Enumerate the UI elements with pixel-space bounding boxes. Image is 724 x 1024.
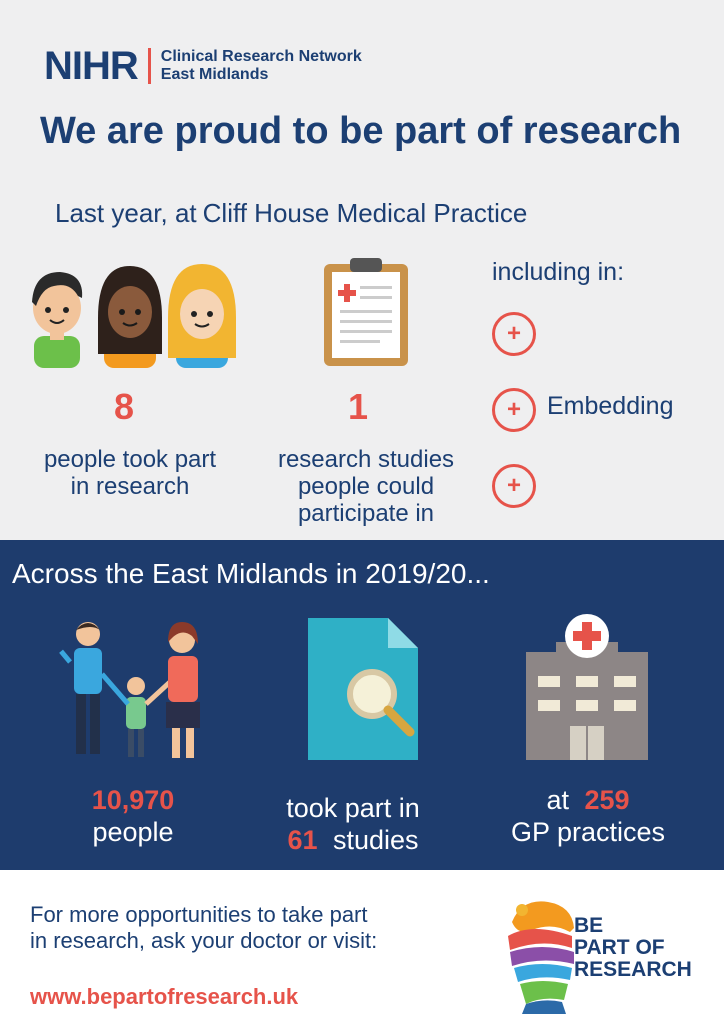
family-icon: [52, 614, 222, 764]
logo-divider: [148, 48, 151, 84]
footer-url-link[interactable]: www.bepartofresearch.uk: [30, 984, 299, 1009]
regional-gp-number: 259: [584, 785, 630, 815]
nihr-logo-mark: NIHR: [44, 43, 138, 88]
people-count: 8: [114, 386, 135, 427]
document-search-icon: [306, 614, 426, 764]
including-item-embedding: Embedding: [547, 392, 674, 420]
including-label: including in:: [492, 258, 625, 286]
plus-icon: +: [492, 464, 536, 508]
regional-people-number: 10,970: [91, 785, 175, 815]
logo-text: [161, 48, 362, 84]
regional-studies-label: studies: [333, 825, 419, 855]
regional-gp-label: GP practices: [510, 817, 666, 847]
bpor-line-3: RESEARCH: [574, 958, 692, 981]
nihr-logo: [44, 44, 362, 88]
regional-at-label: at: [546, 785, 569, 815]
studies-caption: [260, 446, 472, 527]
studies-caption-line-1: research studies: [277, 446, 455, 473]
regional-studies-stat: [258, 792, 448, 856]
clipboard-icon: [320, 256, 412, 368]
logo-line-1: Clinical Research Network: [160, 48, 362, 65]
studies-caption-line-2: people could: [297, 473, 435, 500]
regional-studies-number: 61: [287, 825, 318, 855]
studies-count: 1: [348, 386, 369, 427]
regional-people-label: people: [92, 817, 174, 847]
logo-line-2: East Midlands: [160, 66, 269, 83]
bpor-logo-text: [574, 915, 692, 981]
footer-more-line-2: in research, ask your doctor or visit:: [30, 928, 378, 953]
bpor-line-2: PART OF: [574, 936, 665, 959]
last-year-prefix: Last year, at: [55, 198, 197, 228]
regional-people-stat: [40, 784, 226, 848]
studies-caption-line-3: participate in: [297, 500, 435, 527]
footer-more-line-1: For more opportunities to take part: [30, 902, 368, 927]
plus-icon: +: [492, 312, 536, 356]
regional-title: Across the East Midlands in 2019/20...: [12, 558, 490, 589]
people-caption-line-1: people took part: [43, 446, 217, 473]
regional-gp-stat: [488, 784, 688, 848]
people-caption-line-2: in research: [70, 473, 190, 500]
footer-more-text: [30, 902, 377, 954]
bpor-line-1: BE: [574, 914, 604, 937]
hospital-icon: [522, 612, 652, 762]
last-year-line: [55, 198, 527, 229]
plus-icon: +: [492, 388, 536, 432]
people-faces-icon: [20, 258, 242, 368]
regional-took-part-label: took part in: [286, 793, 420, 823]
people-caption: [20, 446, 240, 500]
headline: We are proud to be part of research: [40, 110, 682, 152]
practice-name: Cliff House Medical Practice: [202, 198, 528, 228]
